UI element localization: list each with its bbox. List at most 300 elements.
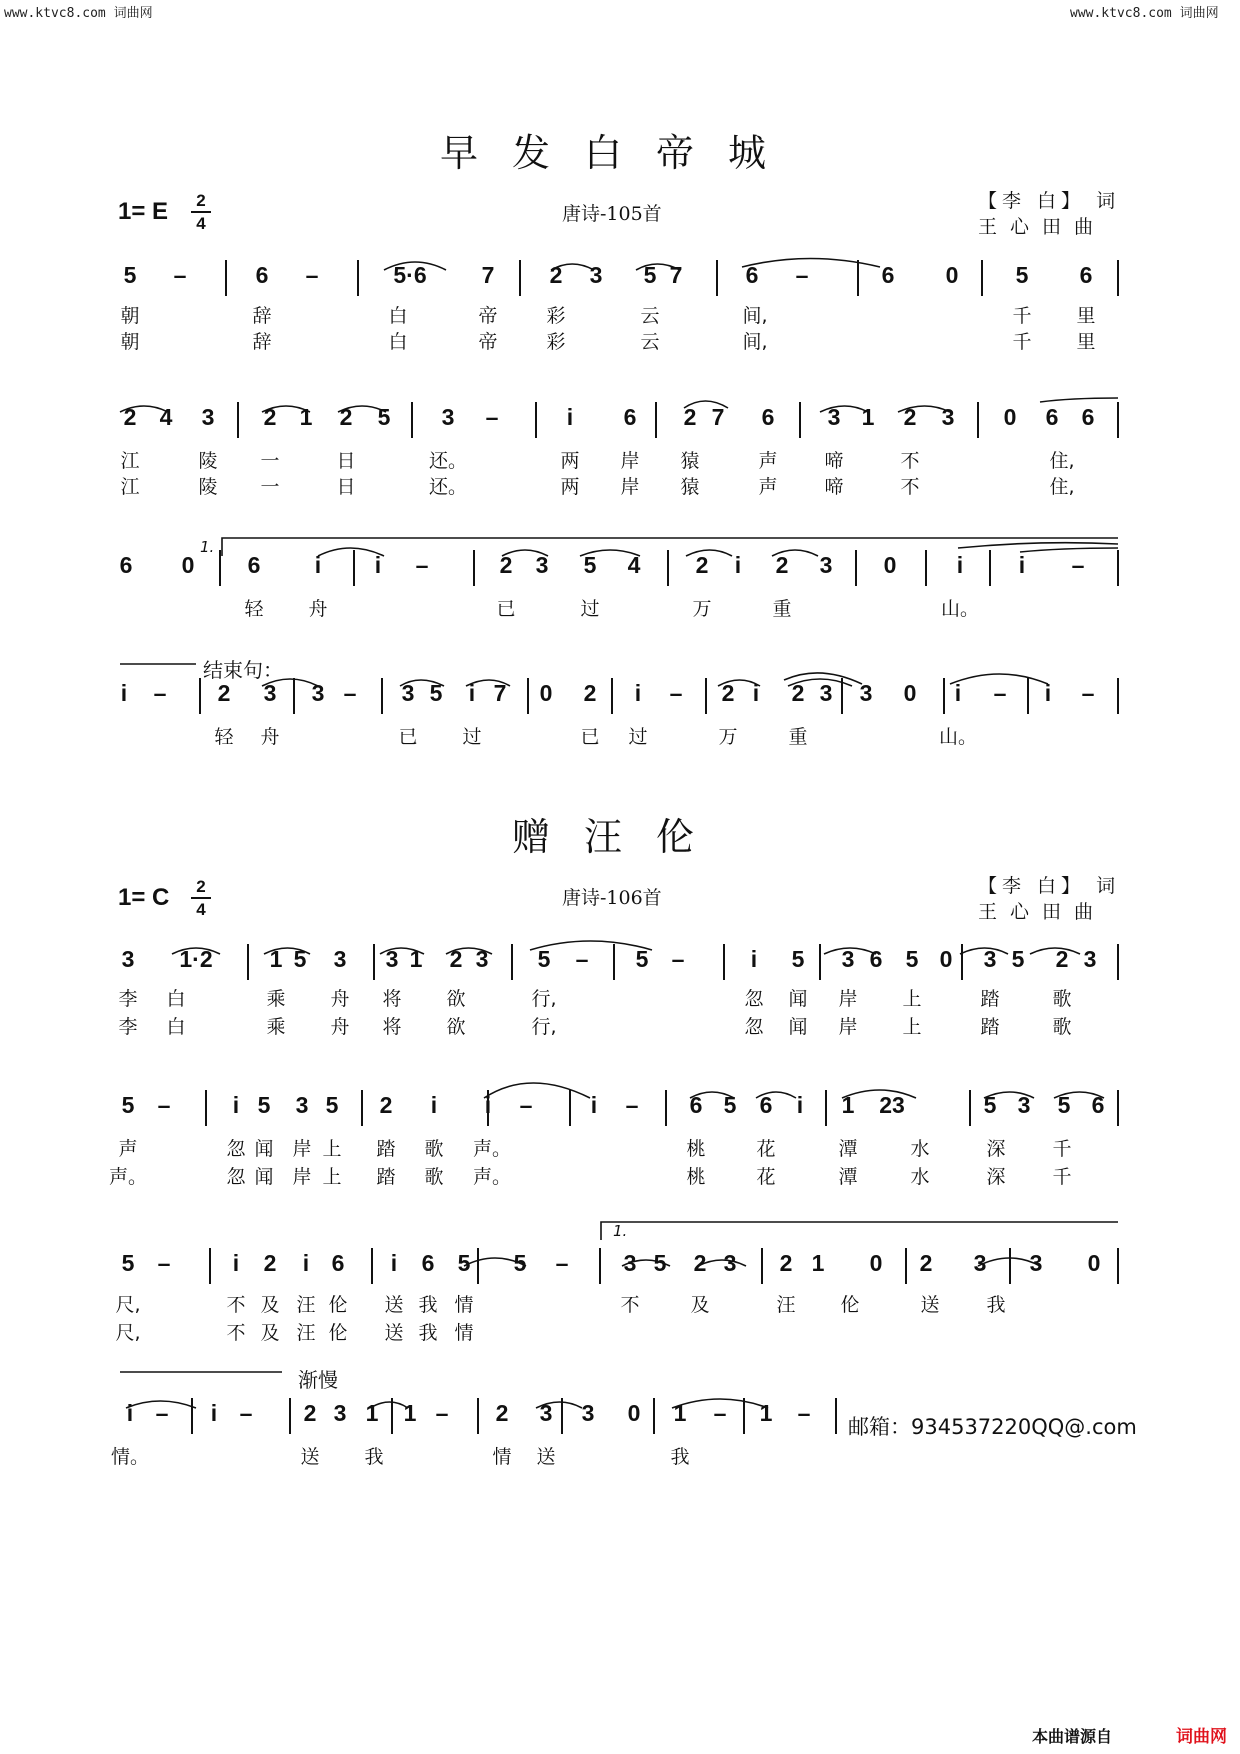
note: 2 xyxy=(779,1250,793,1276)
lyric-syllable: 上 xyxy=(322,1166,342,1188)
lyric-syllable: 两 xyxy=(560,450,580,472)
note: 1 xyxy=(269,946,283,972)
lyric-syllable: 上 xyxy=(322,1138,342,1160)
lyric-syllable: 尺, xyxy=(115,1322,141,1344)
note: i xyxy=(752,680,760,706)
note: 2 xyxy=(683,404,697,430)
note: 1 xyxy=(403,1400,417,1426)
note: 0 xyxy=(1087,1250,1101,1276)
lyric-syllable: 云 xyxy=(640,305,660,327)
note: – xyxy=(575,946,589,972)
note: 0 xyxy=(1003,404,1017,430)
lyric-syllable: 不 xyxy=(226,1322,246,1344)
lyric-syllable: 闻 xyxy=(254,1166,274,1188)
note: i xyxy=(302,1250,310,1276)
lyric-syllable: 岸 xyxy=(292,1166,312,1188)
volta-bracket xyxy=(601,1222,1118,1240)
note: 0 xyxy=(883,552,897,578)
lyric-syllable: 朝 xyxy=(120,331,140,353)
note: 3 xyxy=(589,262,603,288)
note: 7 xyxy=(711,404,725,430)
note: i xyxy=(390,1250,398,1276)
slur xyxy=(842,1090,916,1098)
song-subtitle: 唐诗-106首 xyxy=(562,887,662,909)
slur xyxy=(984,1092,1034,1098)
slur xyxy=(380,948,424,954)
note: i xyxy=(314,552,322,578)
lyric-syllable: 送 xyxy=(300,1446,320,1468)
note: 4 xyxy=(627,552,641,578)
slur xyxy=(384,262,446,270)
lyric-syllable: 送 xyxy=(384,1322,404,1344)
lyric-syllable: 过 xyxy=(580,598,600,620)
note: 6 xyxy=(745,262,759,288)
note: 1·2 xyxy=(179,946,213,972)
note: – xyxy=(1081,680,1095,706)
note: – xyxy=(625,1092,639,1118)
note: i xyxy=(232,1092,240,1118)
slur xyxy=(264,948,310,954)
note: 3 xyxy=(941,404,955,430)
note: 2 xyxy=(495,1400,509,1426)
note: – xyxy=(435,1400,449,1426)
note: – xyxy=(153,680,167,706)
lyric-syllable: 歌 xyxy=(1052,1016,1072,1038)
note: 5 xyxy=(1015,262,1029,288)
lyric-syllable: 陵 xyxy=(198,450,218,472)
lyric-syllable: 岸 xyxy=(292,1138,312,1160)
slur xyxy=(1030,948,1080,954)
note: i xyxy=(634,680,642,706)
note: 0 xyxy=(627,1400,641,1426)
note: 2 xyxy=(695,552,709,578)
note: 5·6 xyxy=(393,262,427,288)
time-signature: 2 4 xyxy=(191,192,211,232)
note: 0 xyxy=(181,552,195,578)
lyric-syllable: 重 xyxy=(788,726,808,748)
lyric-syllable: 已 xyxy=(398,726,418,748)
note: 2 xyxy=(693,1250,707,1276)
lyric-syllable: 千 xyxy=(1012,305,1032,327)
slur xyxy=(772,550,818,556)
lyric-syllable: 啼 xyxy=(824,476,844,498)
lyric-syllable: 岸 xyxy=(620,476,640,498)
note: 6 xyxy=(421,1250,435,1276)
lyric-syllable: 我 xyxy=(418,1322,438,1344)
slur xyxy=(698,1260,746,1266)
note: 5 xyxy=(723,1092,737,1118)
lyricist-credit: 【李 白】 词 xyxy=(978,190,1121,212)
lyric-syllable: 辞 xyxy=(252,305,272,327)
lyric-syllable: 送 xyxy=(536,1446,556,1468)
note: 3 xyxy=(333,946,347,972)
note: 5 xyxy=(583,552,597,578)
note: – xyxy=(795,262,809,288)
note: 2 xyxy=(583,680,597,706)
lyric-syllable: 伦 xyxy=(328,1322,348,1344)
note: 6 xyxy=(1045,404,1059,430)
note: 3 xyxy=(333,1400,347,1426)
ending-label: 结束句： xyxy=(203,658,283,682)
lyric-syllable: 白 xyxy=(388,331,408,353)
note: 3 xyxy=(441,404,455,430)
lyric-syllable: 过 xyxy=(628,726,648,748)
note: 2 xyxy=(499,552,513,578)
note: 1 xyxy=(409,946,423,972)
note: 6 xyxy=(331,1250,345,1276)
note: 5 xyxy=(513,1250,527,1276)
lyricist-credit: 【李 白】 词 xyxy=(978,875,1121,897)
note: – xyxy=(155,1400,169,1426)
note: – xyxy=(343,680,357,706)
lyric-syllable: 岸 xyxy=(838,1016,858,1038)
lyric-syllable: 欲 xyxy=(446,1016,466,1038)
note: 7 xyxy=(669,262,683,288)
note: 5 xyxy=(635,946,649,972)
note: i xyxy=(1018,552,1026,578)
lyric-syllable: 潭 xyxy=(838,1166,858,1188)
note: i xyxy=(374,552,382,578)
lyric-syllable: 深 xyxy=(986,1138,1006,1160)
note: – xyxy=(519,1092,533,1118)
lyric-syllable: 不 xyxy=(226,1294,246,1316)
slur xyxy=(622,1260,670,1266)
note: 6 xyxy=(869,946,883,972)
key-signature: 1= C xyxy=(118,884,170,911)
lyric-syllable: 声 xyxy=(758,476,778,498)
note: – xyxy=(173,262,187,288)
note: i xyxy=(126,1400,134,1426)
note: 6 xyxy=(759,1092,773,1118)
note: – xyxy=(305,262,319,288)
note: i xyxy=(590,1092,598,1118)
slur xyxy=(580,550,640,556)
note: 2 xyxy=(379,1092,393,1118)
note: – xyxy=(415,552,429,578)
note: – xyxy=(157,1250,171,1276)
note: i xyxy=(210,1400,218,1426)
lyric-syllable: 汪 xyxy=(296,1322,316,1344)
lyric-syllable: 行, xyxy=(531,988,557,1010)
composer-credit: 王心田曲 xyxy=(978,901,1107,923)
lyric-syllable: 我 xyxy=(670,1446,690,1468)
lyric-syllable: 及 xyxy=(690,1294,710,1316)
note: 1 xyxy=(673,1400,687,1426)
lyric-syllable: 歌 xyxy=(1052,988,1072,1010)
note: – xyxy=(797,1400,811,1426)
lyric-syllable: 声。 xyxy=(472,1166,512,1188)
slur xyxy=(370,1402,408,1408)
volta-label: 1. xyxy=(200,538,215,556)
lyric-syllable: 忽 xyxy=(226,1138,246,1160)
lyric-syllable: 歌 xyxy=(424,1138,444,1160)
lyric-syllable: 江 xyxy=(120,476,140,498)
slur xyxy=(172,948,220,954)
note: 3 xyxy=(535,552,549,578)
note: 1 xyxy=(811,1250,825,1276)
note: 5 xyxy=(377,404,391,430)
lyric-syllable: 舟 xyxy=(330,988,350,1010)
lyric-syllable: 送 xyxy=(920,1294,940,1316)
note: i xyxy=(954,680,962,706)
time-signature: 2 4 xyxy=(191,878,211,918)
lyric-syllable: 我 xyxy=(418,1294,438,1316)
note: 5 xyxy=(653,1250,667,1276)
note: 1 xyxy=(759,1400,773,1426)
note: – xyxy=(485,404,499,430)
note: 2 xyxy=(217,680,231,706)
lyric-syllable: 伦 xyxy=(840,1294,860,1316)
lyric-syllable: 声 xyxy=(758,450,778,472)
note: – xyxy=(713,1400,727,1426)
note: 5 xyxy=(121,1250,135,1276)
slur xyxy=(551,264,594,270)
lyric-syllable: 及 xyxy=(260,1322,280,1344)
lyric-syllable: 千 xyxy=(1012,331,1032,353)
lyric-syllable: 啼 xyxy=(824,450,844,472)
note: – xyxy=(669,680,683,706)
note: 6 xyxy=(623,404,637,430)
slur xyxy=(1054,1092,1104,1098)
lyric-syllable: 踏 xyxy=(980,1016,1000,1038)
lyric-syllable: 李 xyxy=(118,988,138,1010)
slur xyxy=(502,550,548,556)
note: 5 xyxy=(1011,946,1025,972)
lyric-syllable: 闻 xyxy=(788,1016,808,1038)
lyric-syllable: 踏 xyxy=(376,1166,396,1188)
note: i xyxy=(120,680,128,706)
lyric-syllable: 踏 xyxy=(376,1138,396,1160)
note: i xyxy=(734,552,742,578)
note: 5 xyxy=(537,946,551,972)
slur xyxy=(684,401,728,408)
note: 3 xyxy=(263,680,277,706)
header-site-right[interactable]: www.ktvc8.com 词曲网 xyxy=(1070,6,1219,21)
lyric-syllable: 闻 xyxy=(254,1138,274,1160)
note: 7 xyxy=(493,680,507,706)
note: 0 xyxy=(939,946,953,972)
slur xyxy=(898,406,950,412)
lyric-syllable: 声。 xyxy=(108,1166,148,1188)
note: 5 xyxy=(457,1250,471,1276)
note: 3 xyxy=(121,946,135,972)
note: 3 xyxy=(581,1400,595,1426)
slur xyxy=(690,1092,734,1098)
note: 3 xyxy=(841,946,855,972)
lyric-syllable: 万 xyxy=(718,726,738,748)
note: 5 xyxy=(257,1092,271,1118)
note: 3 xyxy=(723,1250,737,1276)
lyric-syllable: 潭 xyxy=(838,1138,858,1160)
lyric-syllable: 我 xyxy=(364,1446,384,1468)
lyric-syllable: 乘 xyxy=(266,1016,286,1038)
note: i xyxy=(750,946,758,972)
note: i xyxy=(566,404,574,430)
lyric-syllable: 彩 xyxy=(546,305,566,327)
note: 6 xyxy=(1079,262,1093,288)
note: 1 xyxy=(861,404,875,430)
lyric-syllable: 忽 xyxy=(744,1016,764,1038)
note: – xyxy=(157,1092,171,1118)
lyric-syllable: 山。 xyxy=(938,726,978,748)
lyric-syllable: 朝 xyxy=(120,305,140,327)
note: 2 xyxy=(263,1250,277,1276)
lyric-syllable: 情 xyxy=(454,1322,474,1344)
note: 2 xyxy=(775,552,789,578)
note: 6 xyxy=(255,262,269,288)
lyric-syllable: 帝 xyxy=(478,331,498,353)
lyric-syllable: 日 xyxy=(336,450,356,472)
note: 3 xyxy=(385,946,399,972)
lyric-syllable: 还。 xyxy=(428,450,468,472)
slur xyxy=(446,948,492,954)
lyric-syllable: 及 xyxy=(260,1294,280,1316)
lyric-syllable: 日 xyxy=(336,476,356,498)
note: 2 xyxy=(1055,946,1069,972)
lyric-syllable: 还。 xyxy=(428,476,468,498)
lyric-syllable: 尺, xyxy=(115,1294,141,1316)
slur xyxy=(960,948,1008,954)
lyric-syllable: 情 xyxy=(454,1294,474,1316)
note: 5 xyxy=(1057,1092,1071,1118)
lyric-syllable: 万 xyxy=(692,598,712,620)
lyric-syllable: 忽 xyxy=(226,1166,246,1188)
lyric-syllable: 我 xyxy=(986,1294,1006,1316)
song-subtitle: 唐诗-105首 xyxy=(562,203,662,225)
note: i xyxy=(796,1092,804,1118)
slur xyxy=(1040,398,1118,402)
note: 3 xyxy=(401,680,415,706)
note: 2 xyxy=(903,404,917,430)
key-signature: 1= E xyxy=(118,198,169,225)
note: – xyxy=(993,680,1007,706)
note: 3 xyxy=(859,680,873,706)
slur xyxy=(672,1399,768,1408)
note: 6 xyxy=(247,552,261,578)
lyric-syllable: 白 xyxy=(166,1016,186,1038)
lyric-syllable: 不 xyxy=(900,450,920,472)
note: 6 xyxy=(761,404,775,430)
note: 2 xyxy=(263,404,277,430)
footer-logo[interactable]: 词曲网 xyxy=(1176,1727,1227,1747)
lyric-syllable: 不 xyxy=(900,476,920,498)
lyric-syllable: 已 xyxy=(580,726,600,748)
note: 2 xyxy=(791,680,805,706)
note: – xyxy=(1071,552,1085,578)
lyric-syllable: 踏 xyxy=(980,988,1000,1010)
slur xyxy=(824,948,876,954)
note: 3 xyxy=(201,404,215,430)
lyric-syllable: 一 xyxy=(260,476,280,498)
note: 2 xyxy=(339,404,353,430)
lyric-syllable: 乘 xyxy=(266,988,286,1010)
lyric-syllable: 汪 xyxy=(776,1294,796,1316)
note: 5 xyxy=(429,680,443,706)
lyric-syllable: 舟 xyxy=(308,598,328,620)
lyric-syllable: 猿 xyxy=(680,476,700,498)
note: 5 xyxy=(643,262,657,288)
lyric-syllable: 岸 xyxy=(620,450,640,472)
lyric-syllable: 住, xyxy=(1049,450,1075,472)
note: 2 xyxy=(123,404,137,430)
lyric-syllable: 轻 xyxy=(244,598,264,620)
slur xyxy=(756,1092,796,1098)
slur xyxy=(636,264,680,270)
note: – xyxy=(239,1400,253,1426)
lyric-syllable: 千 xyxy=(1052,1166,1072,1188)
lyric-syllable: 花 xyxy=(756,1166,776,1188)
lyric-syllable: 岸 xyxy=(838,988,858,1010)
note: 5 xyxy=(791,946,805,972)
note: i xyxy=(430,1092,438,1118)
note: 1 xyxy=(841,1092,855,1118)
note: i xyxy=(956,552,964,578)
slur xyxy=(318,548,384,556)
lyric-syllable: 辞 xyxy=(252,331,272,353)
note: 2 xyxy=(303,1400,317,1426)
note: 6 xyxy=(119,552,133,578)
lyric-syllable: 猿 xyxy=(680,450,700,472)
lyric-syllable: 白 xyxy=(166,988,186,1010)
note: 7 xyxy=(481,262,495,288)
note: 3 xyxy=(539,1400,553,1426)
slur xyxy=(338,406,386,412)
lyric-syllable: 将 xyxy=(382,1016,402,1038)
lyric-syllable: 彩 xyxy=(546,331,566,353)
note: 5 xyxy=(325,1092,339,1118)
lyric-syllable: 里 xyxy=(1076,305,1096,327)
slur xyxy=(950,674,1048,684)
note: 2 xyxy=(919,1250,933,1276)
lyric-syllable: 声。 xyxy=(472,1138,512,1160)
note: – xyxy=(671,946,685,972)
lyric-syllable: 伦 xyxy=(328,1294,348,1316)
lyric-syllable: 已 xyxy=(496,598,516,620)
note: 3 xyxy=(475,946,489,972)
note: 6 xyxy=(1081,404,1095,430)
note: i xyxy=(232,1250,240,1276)
slur xyxy=(120,406,168,412)
lyric-syllable: 山。 xyxy=(940,598,980,620)
note: 3 xyxy=(1083,946,1097,972)
lyric-syllable: 里 xyxy=(1076,331,1096,353)
note: 3 xyxy=(973,1250,987,1276)
note: 2 xyxy=(449,946,463,972)
lyric-syllable: 将 xyxy=(382,988,402,1010)
note: i xyxy=(1044,680,1052,706)
lyric-syllable: 桃 xyxy=(686,1166,706,1188)
slur xyxy=(536,1402,582,1408)
note: 3 xyxy=(827,404,841,430)
note: 1 xyxy=(299,404,313,430)
lyric-syllable: 歌 xyxy=(424,1166,444,1188)
lyric-syllable: 水 xyxy=(910,1138,930,1160)
lyric-syllable: 深 xyxy=(986,1166,1006,1188)
note: 0 xyxy=(869,1250,883,1276)
lyric-syllable: 云 xyxy=(640,331,660,353)
slur xyxy=(484,1083,590,1098)
lyric-syllable: 重 xyxy=(772,598,792,620)
note: 2 xyxy=(721,680,735,706)
note: 5 xyxy=(905,946,919,972)
note: 3 xyxy=(819,680,833,706)
lyric-syllable: 桃 xyxy=(686,1138,706,1160)
note: 6 xyxy=(689,1092,703,1118)
note: 0 xyxy=(539,680,553,706)
lyric-syllable: 江 xyxy=(120,450,140,472)
song-title: 赠汪伦 xyxy=(511,815,728,859)
header-site-left[interactable]: www.ktvc8.com 词曲网 xyxy=(4,6,153,21)
